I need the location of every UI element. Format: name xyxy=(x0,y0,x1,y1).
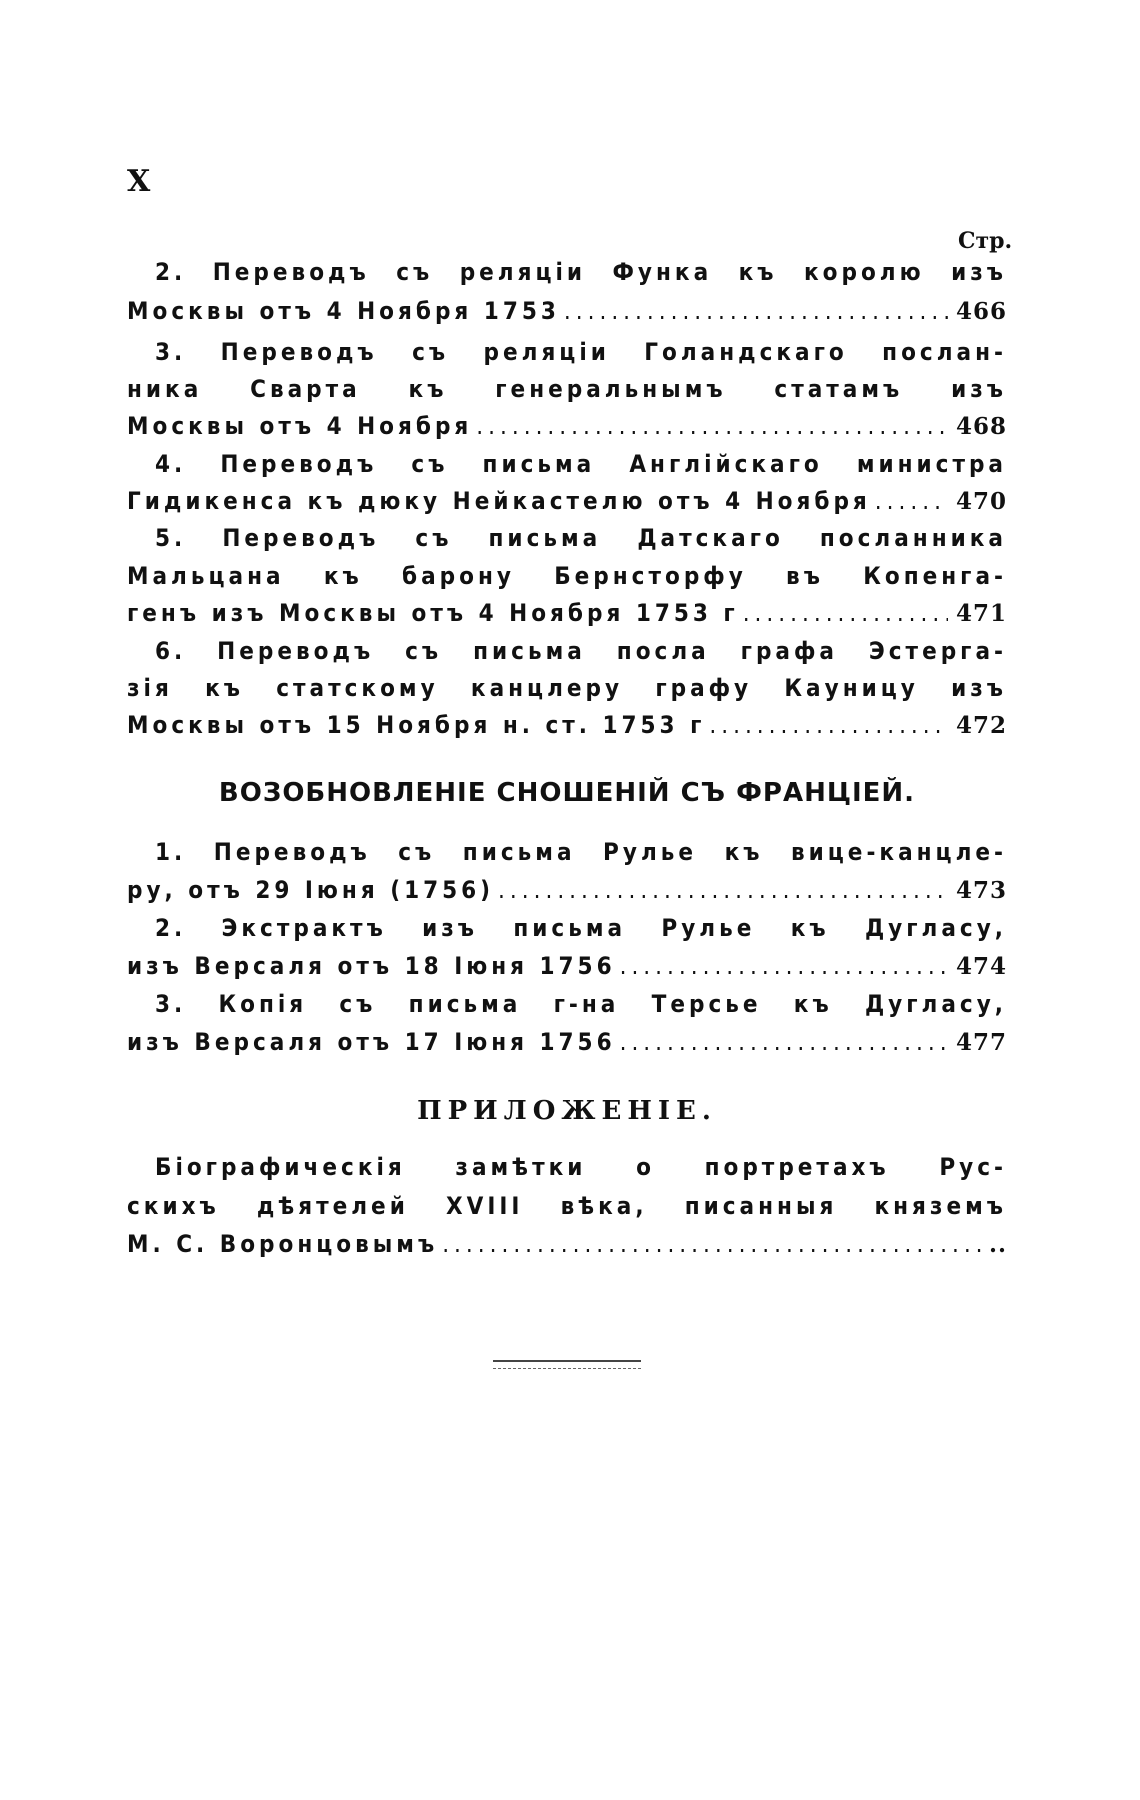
dot-leader xyxy=(564,297,948,325)
toc-line xyxy=(127,412,1007,452)
toc-page-number: .. xyxy=(988,1231,1007,1258)
toc-line xyxy=(127,914,1007,954)
toc-line xyxy=(127,990,1007,1030)
toc-line xyxy=(127,297,1007,337)
toc-line xyxy=(127,838,1007,878)
toc-line-text: 3. Копія съ письма г-на Терсье къ Дугласу, xyxy=(155,990,1007,1018)
toc-line xyxy=(127,1028,1007,1068)
toc-line-text: 4. Переводъ съ письма Англійскаго министра xyxy=(155,450,1007,478)
page-column-label: Стр. xyxy=(958,228,1013,254)
toc-page-number: 473 xyxy=(955,877,1007,904)
toc-page-number: 466 xyxy=(955,298,1007,325)
toc-line xyxy=(127,711,1007,751)
end-ornament xyxy=(493,1360,641,1369)
dot-leader xyxy=(442,1230,981,1258)
toc-line xyxy=(127,1153,1007,1193)
toc-line xyxy=(127,524,1007,564)
toc-line xyxy=(127,637,1007,677)
toc-page-number: 470 xyxy=(955,488,1007,515)
toc-line xyxy=(127,375,1007,415)
toc-line xyxy=(127,876,1007,916)
toc-line-text: Москвы отъ 4 Ноября xyxy=(127,412,473,440)
section-heading-france: ВОЗОБНОВЛЕНІЕ СНОШЕНІЙ СЪ ФРАНЦІЕЙ. xyxy=(218,778,916,808)
toc-line-text: ника Сварта къ генеральнымъ статамъ изъ xyxy=(127,375,1007,403)
toc-page-number: 468 xyxy=(955,413,1007,440)
toc-line-text: ру, отъ 29 Іюня (1756) xyxy=(127,876,495,904)
toc-line-text: 5. Переводъ съ письма Датскаго посланника xyxy=(155,524,1007,552)
toc-line xyxy=(127,338,1007,378)
dot-leader xyxy=(476,412,948,440)
toc-line-text: Москвы отъ 4 Ноября 1753 xyxy=(127,297,560,325)
toc-line-text: М. С. Воронцовымъ xyxy=(127,1230,439,1258)
toc-line-text: 2. Экстрактъ изъ письма Рулье къ Дугласу, xyxy=(155,914,1007,942)
toc-line-text: Москвы отъ 15 Ноября н. ст. 1753 г xyxy=(127,711,706,739)
dot-leader xyxy=(498,876,948,904)
toc-line xyxy=(127,562,1007,602)
toc-line-text: 1. Переводъ съ письма Рулье къ вице-канцле- xyxy=(155,838,1007,866)
toc-line xyxy=(127,952,1007,992)
toc-line xyxy=(127,258,1007,298)
toc-line-text: Біографическія замѣтки о портретахъ Рус- xyxy=(155,1153,1007,1181)
toc-line xyxy=(127,450,1007,490)
toc-line xyxy=(127,1230,1007,1270)
page-number: X xyxy=(127,164,151,199)
toc-line-text: изъ Версаля отъ 17 Іюня 1756 xyxy=(127,1028,616,1056)
toc-line xyxy=(127,487,1007,527)
toc-line-text: изъ Версаля отъ 18 Іюня 1756 xyxy=(127,952,616,980)
dot-leader xyxy=(875,487,948,515)
toc-line-text: 2. Переводъ съ реляціи Функа къ королю изъ xyxy=(155,258,1007,286)
toc-line-text: 3. Переводъ съ реляціи Голандскаго послан- xyxy=(155,338,1007,366)
section-heading-appendix: ПРИЛОЖЕНІЕ. xyxy=(417,1096,717,1126)
toc-line-text: 6. Переводъ съ письма посла графа Эстерга- xyxy=(155,637,1007,665)
toc-line-text: Гидикенса къ дюку Нейкастелю отъ 4 Ноября xyxy=(127,487,871,515)
dot-leader xyxy=(620,1028,948,1056)
dot-leader xyxy=(620,952,948,980)
dot-leader xyxy=(743,599,948,627)
toc-page-number: 471 xyxy=(955,600,1007,627)
dot-leader xyxy=(709,711,948,739)
toc-line-text: генъ изъ Москвы отъ 4 Ноября 1753 г xyxy=(127,599,739,627)
toc-page-number: 477 xyxy=(955,1029,1007,1056)
toc-line xyxy=(127,674,1007,714)
toc-line xyxy=(127,1192,1007,1232)
toc-line-text: скихъ дѣятелей XVIII вѣка, писанныя княземъ xyxy=(127,1192,1007,1220)
toc-page-number: 474 xyxy=(955,953,1007,980)
toc-page-number: 472 xyxy=(955,712,1007,739)
toc-line xyxy=(127,599,1007,639)
toc-line-text: Мальцана къ барону Бернсторфу въ Копенга- xyxy=(127,562,1007,590)
toc-line-text: зія къ статскому канцлеру графу Кауницу изъ xyxy=(127,674,1007,702)
